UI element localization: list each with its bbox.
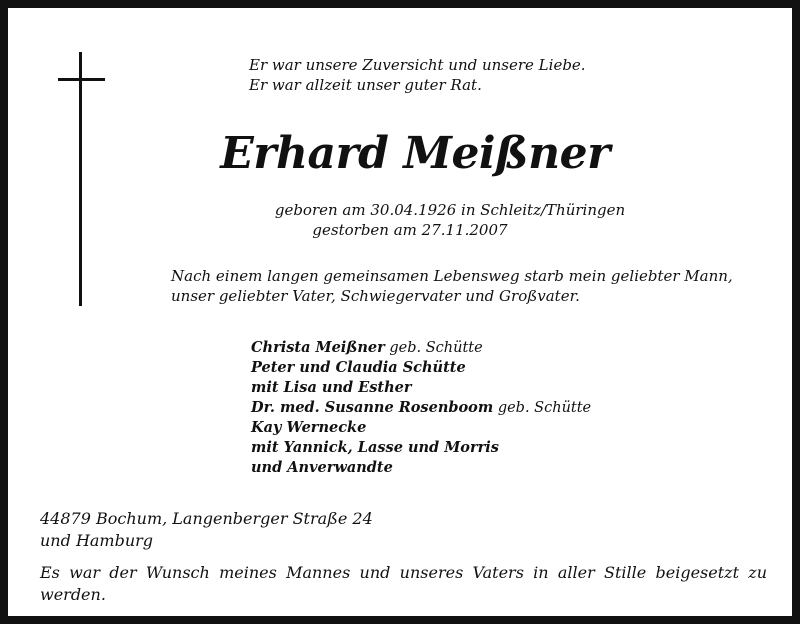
mourner-item	[251, 358, 591, 378]
address-line-1: 44879 Bochum, Langenberger Straße 24	[40, 509, 373, 528]
announcement-line-1: Nach einem langen gemeinsamen Lebensweg starb mein geliebter Mann,	[171, 267, 733, 285]
birth-line: geboren am 30.04.1926 in Schleitz/Thüringen	[274, 201, 626, 219]
mourner-name: Christa Meißner	[251, 339, 385, 356]
mourner-birth-name: geb. Schütte	[389, 340, 483, 356]
mourner-name: Peter und Claudia Schütte	[251, 359, 466, 376]
mourner-item	[251, 438, 591, 458]
mourner-name: Kay Wernecke	[251, 419, 367, 436]
death-line: gestorben am 27.11.2007	[312, 221, 508, 239]
cross-icon-bar	[58, 78, 105, 81]
mourner-item	[251, 418, 591, 438]
announcement-line-2: unser geliebter Vater, Schwiegervater und Großvater.	[171, 287, 580, 305]
mourner-birth-name: geb. Schütte	[497, 400, 592, 416]
mourners-list	[251, 338, 591, 478]
mourner-item	[251, 378, 591, 398]
mourner-name: und Anverwandte	[251, 459, 393, 476]
mourner-item	[251, 458, 591, 478]
mourner-name: mit Lisa und Esther	[251, 379, 412, 396]
motto-line-2: Er war allzeit unser guter Rat.	[249, 76, 482, 94]
mourner-item	[251, 398, 591, 418]
address-line-2: und Hamburg	[40, 531, 154, 550]
motto-line-1: Er war unsere Zuversicht und unsere Liebe.	[249, 56, 586, 74]
deceased-name: Erhard Meißner	[220, 128, 610, 179]
mourner-item	[251, 338, 591, 358]
mourner-name: mit Yannick, Lasse und Morris	[251, 439, 499, 456]
mourner-name: Dr. med. Susanne Rosenboom	[251, 399, 494, 416]
closing-note: Es war der Wunsch meines Mannes und unseres Vaters in aller Stille beigesetzt zu werden.	[40, 563, 767, 604]
